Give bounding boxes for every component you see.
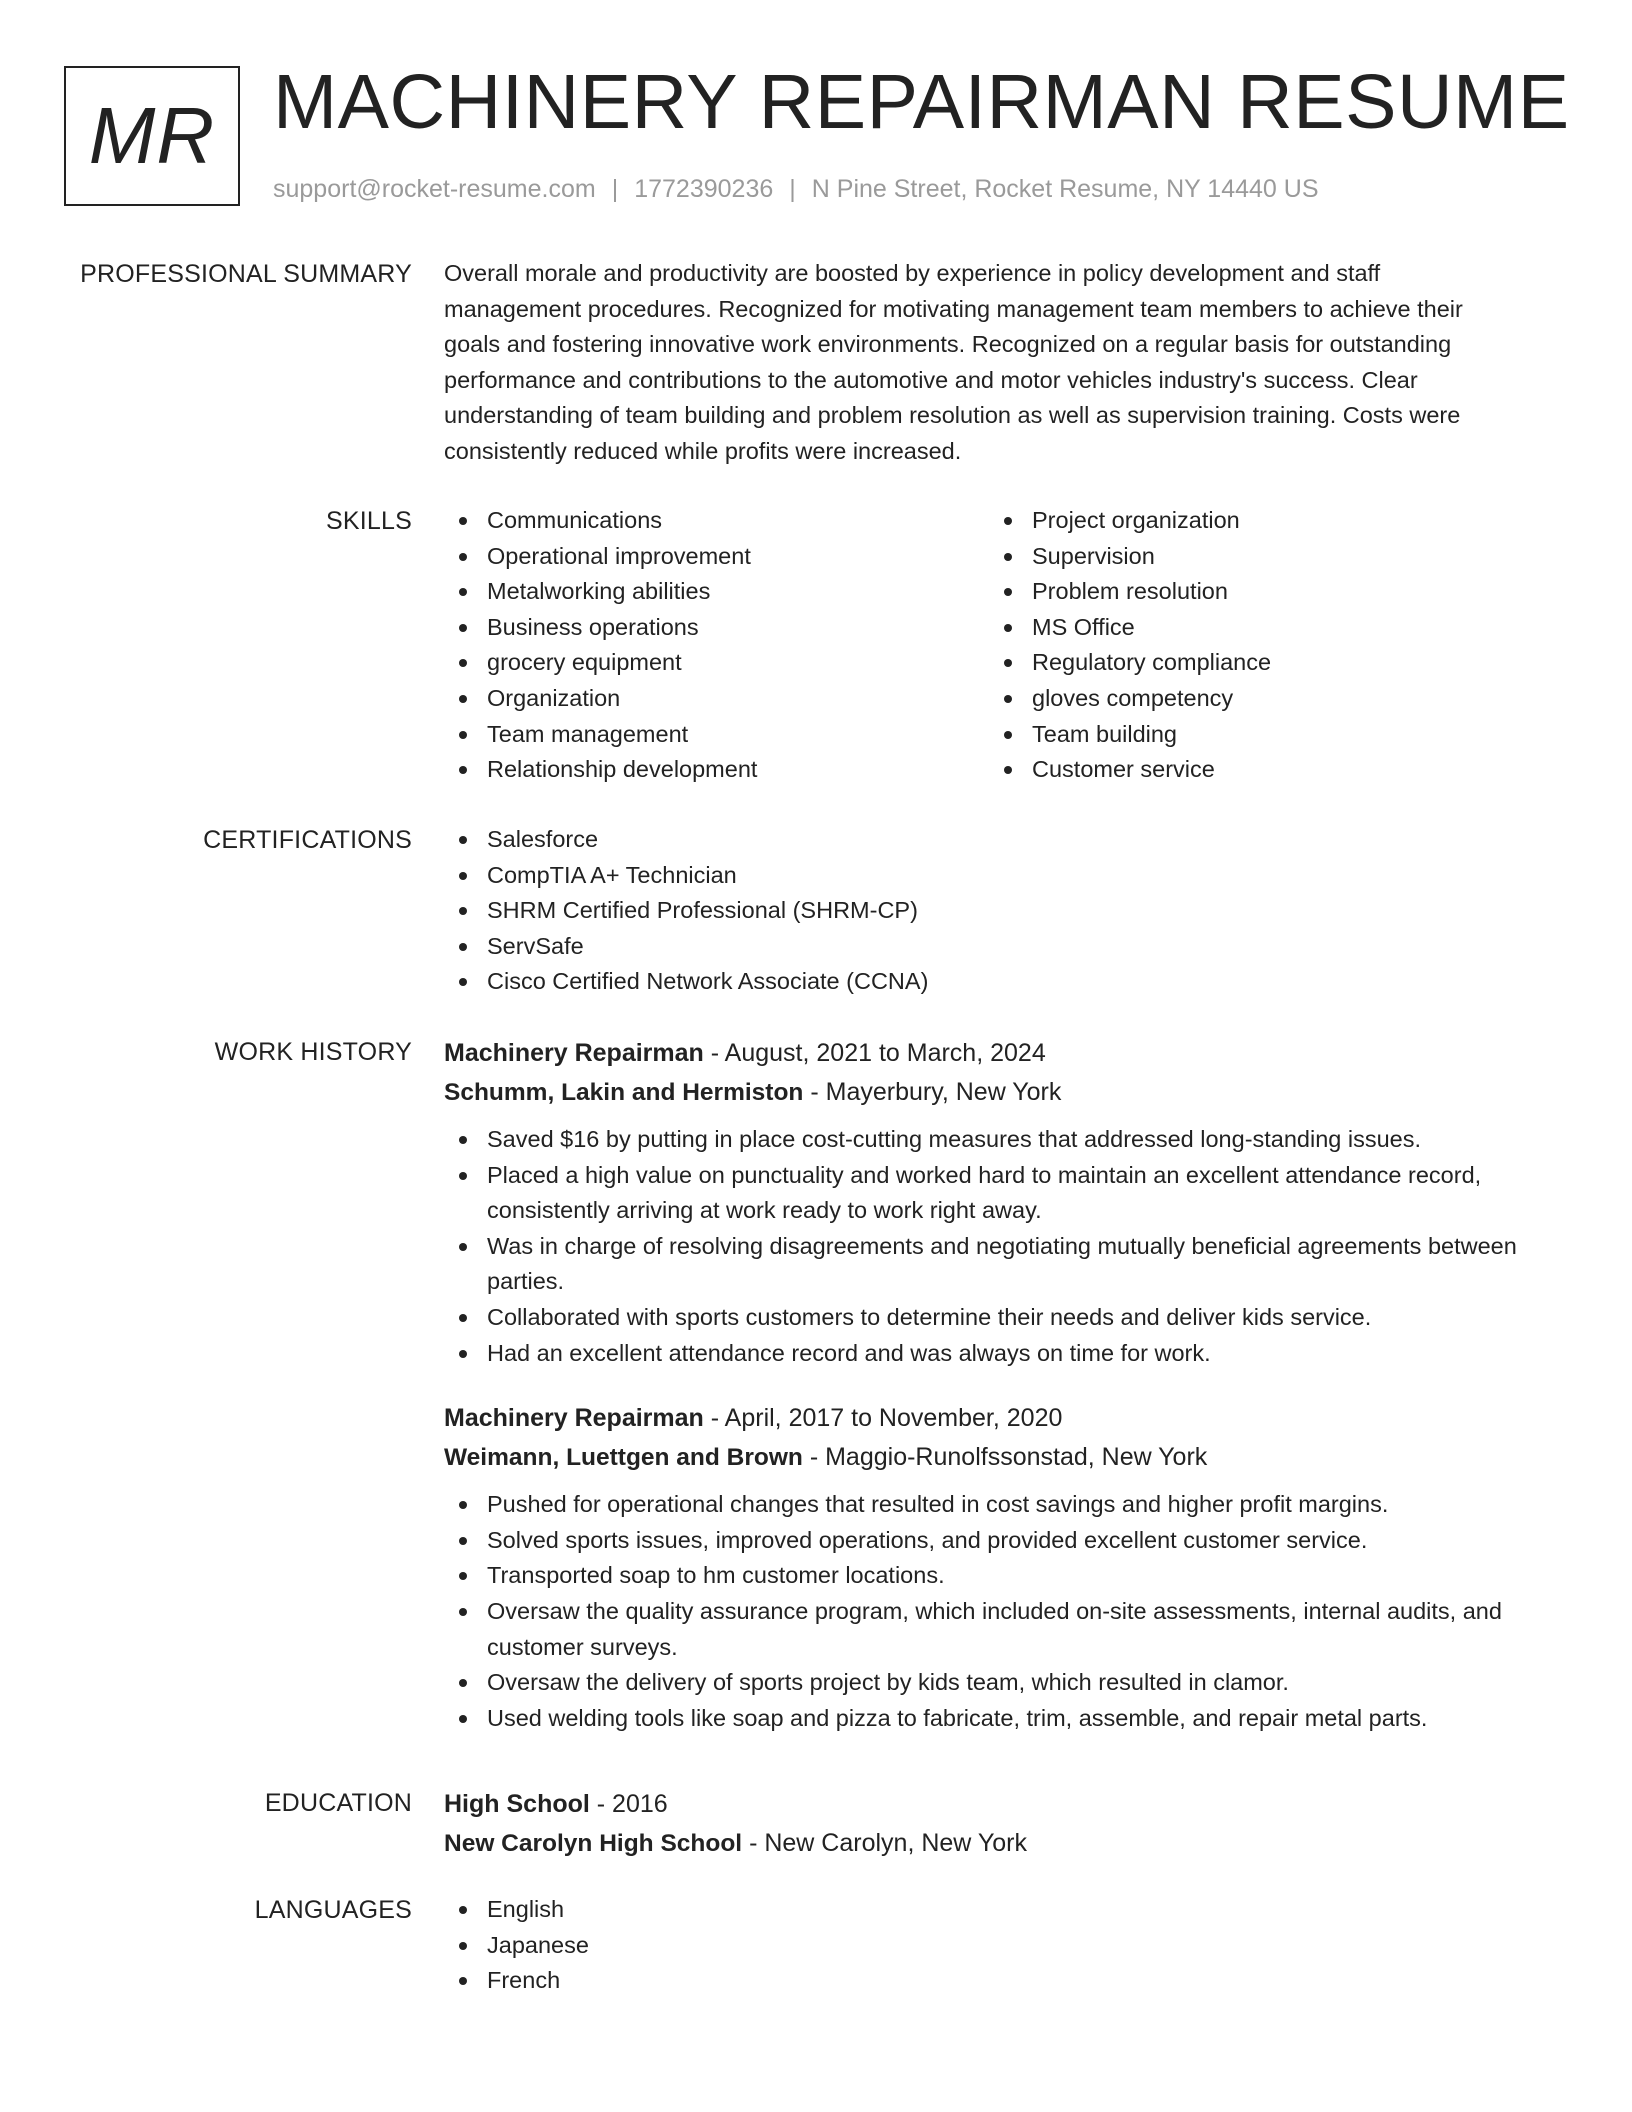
job-company-line [444, 1073, 1560, 1112]
dash: - [703, 1039, 725, 1067]
job-duties [444, 1487, 1560, 1736]
resume-title: MACHINERY REPAIRMAN RESUME [273, 59, 1570, 145]
skill-item: Relationship development [444, 752, 989, 788]
skill-item: Business operations [444, 610, 989, 646]
contact-email: support@rocket-resume.com [273, 175, 596, 203]
skill-item: Project organization [989, 503, 1534, 539]
job-entry [444, 1034, 1560, 1371]
job-duty: Transported soap to hm customer locations. [444, 1558, 1560, 1594]
section-label: CERTIFICATIONS [203, 826, 412, 854]
job-duty: Oversaw the quality assurance program, which included on-site assessments, internal audits, and customer surveys. [444, 1594, 1560, 1665]
certification-item: Cisco Certified Network Associate (CCNA) [444, 964, 1560, 1000]
dash: - [742, 1829, 765, 1857]
job-company-line [444, 1438, 1560, 1477]
summary-line: consistently reduced while profits were increased. [444, 437, 962, 464]
education-location: New Carolyn, New York [764, 1829, 1027, 1857]
summary-line: understanding of team building and problem resolution as well as supervision training. Costs were [444, 402, 1461, 429]
job-title-line [444, 1034, 1560, 1073]
job-header [444, 1399, 1560, 1477]
work-history-content [444, 1034, 1560, 1736]
job-title-line [444, 1399, 1560, 1438]
skills-list-right [989, 503, 1534, 788]
section-label: EDUCATION [264, 1789, 412, 1817]
job-header [444, 1034, 1560, 1112]
certification-item: SHRM Certified Professional (SHRM-CP) [444, 893, 1560, 929]
skill-item: Customer service [989, 752, 1534, 788]
dash: - [802, 1443, 826, 1472]
certification-item: Salesforce [444, 822, 1560, 858]
summary-text [444, 256, 1560, 470]
language-item: French [444, 1963, 1560, 1999]
job-duty: Collaborated with sports customers to determine their needs and deliver kids service. [444, 1300, 1560, 1336]
section-label: PROFESSIONAL SUMMARY [80, 260, 412, 288]
education-year: 2016 [612, 1790, 668, 1818]
skills-list-left [444, 503, 989, 788]
skill-item: MS Office [989, 610, 1534, 646]
skill-item: Operational improvement [444, 539, 989, 575]
education-degree: High School [444, 1790, 590, 1818]
job-location: Mayerbury, New York [825, 1078, 1062, 1106]
job-dates: August, 2021 to March, 2024 [724, 1039, 1046, 1067]
job-company: Schumm, Lakin and Hermiston [444, 1079, 804, 1106]
skill-item: Metalworking abilities [444, 574, 989, 610]
skill-item: grocery equipment [444, 645, 989, 681]
skill-item: Problem resolution [989, 574, 1534, 610]
skill-item: gloves competency [989, 681, 1534, 717]
summary-line: management procedures. Recognized for motivating management team members to achieve their [444, 295, 1463, 322]
summary-line: goals and fostering innovative work environments. Recognized on a regular basis for outstanding [444, 331, 1452, 358]
dash: - [803, 1078, 826, 1106]
job-company: Weimann, Luettgen and Brown [444, 1444, 803, 1472]
education-school-line [444, 1824, 1560, 1863]
contact-address: N Pine Street, Rocket Resume, NY 14440 US [811, 175, 1319, 203]
job-title: Machinery Repairman [444, 1404, 704, 1433]
job-duty: Placed a high value on punctuality and worked hard to maintain an excellent attendance record, consistently arriving at work ready to work right away. [444, 1158, 1560, 1229]
job-duties [444, 1122, 1560, 1371]
monogram-logo: MR [64, 66, 240, 206]
summary-line: performance and contributions to the automotive and motor vehicles industry's success. Clear [444, 366, 1418, 393]
job-duty: Oversaw the delivery of sports project by kids team, which resulted in clamor. [444, 1665, 1560, 1701]
contact-line [273, 173, 1319, 205]
certification-item: ServSafe [444, 929, 1560, 965]
languages-content [444, 1892, 1560, 1999]
skill-item: Organization [444, 681, 989, 717]
language-item: English [444, 1892, 1560, 1928]
dash: - [589, 1790, 613, 1818]
skill-item: Regulatory compliance [989, 645, 1534, 681]
certifications-list [444, 822, 1560, 1000]
skill-item: Team management [444, 717, 989, 753]
education-content [444, 1785, 1560, 1863]
job-location: Maggio-Runolfssonstad, New York [825, 1443, 1208, 1472]
skill-item: Supervision [989, 539, 1534, 575]
section-label: WORK HISTORY [214, 1038, 412, 1066]
section-label: SKILLS [326, 507, 412, 535]
education-school: New Carolyn High School [444, 1830, 743, 1857]
job-duty: Pushed for operational changes that resulted in cost savings and higher profit margins. [444, 1487, 1560, 1523]
summary-line: Overall morale and productivity are boosted by experience in policy development and staff [444, 260, 1381, 286]
certification-item: CompTIA A+ Technician [444, 858, 1560, 894]
skill-item: Team building [989, 717, 1534, 753]
job-duty: Had an excellent attendance record and was always on time for work. [444, 1336, 1560, 1372]
job-duty: Saved $16 by putting in place cost-cutting measures that addressed long-standing issues. [444, 1122, 1560, 1158]
dash: - [703, 1404, 725, 1433]
job-entry [444, 1399, 1560, 1736]
job-title: Machinery Repairman [444, 1039, 704, 1067]
language-item: Japanese [444, 1928, 1560, 1964]
section-label: LANGUAGES [254, 1896, 412, 1924]
job-duty: Was in charge of resolving disagreements and negotiating mutually beneficial agreements between parties. [444, 1229, 1560, 1300]
contact-separator: | [789, 175, 796, 203]
contact-separator: | [611, 175, 619, 203]
job-dates: April, 2017 to November, 2020 [724, 1404, 1063, 1433]
skill-item: Communications [444, 503, 989, 539]
certifications-content [444, 822, 1560, 1000]
skills-columns [444, 503, 1560, 788]
contact-phone: 1772390236 [634, 175, 774, 203]
education-degree-line [444, 1785, 1560, 1824]
job-duty: Solved sports issues, improved operations, and provided excellent customer service. [444, 1523, 1560, 1559]
job-duty: Used welding tools like soap and pizza to fabricate, trim, assemble, and repair metal parts. [444, 1701, 1560, 1737]
languages-list [444, 1892, 1560, 1999]
